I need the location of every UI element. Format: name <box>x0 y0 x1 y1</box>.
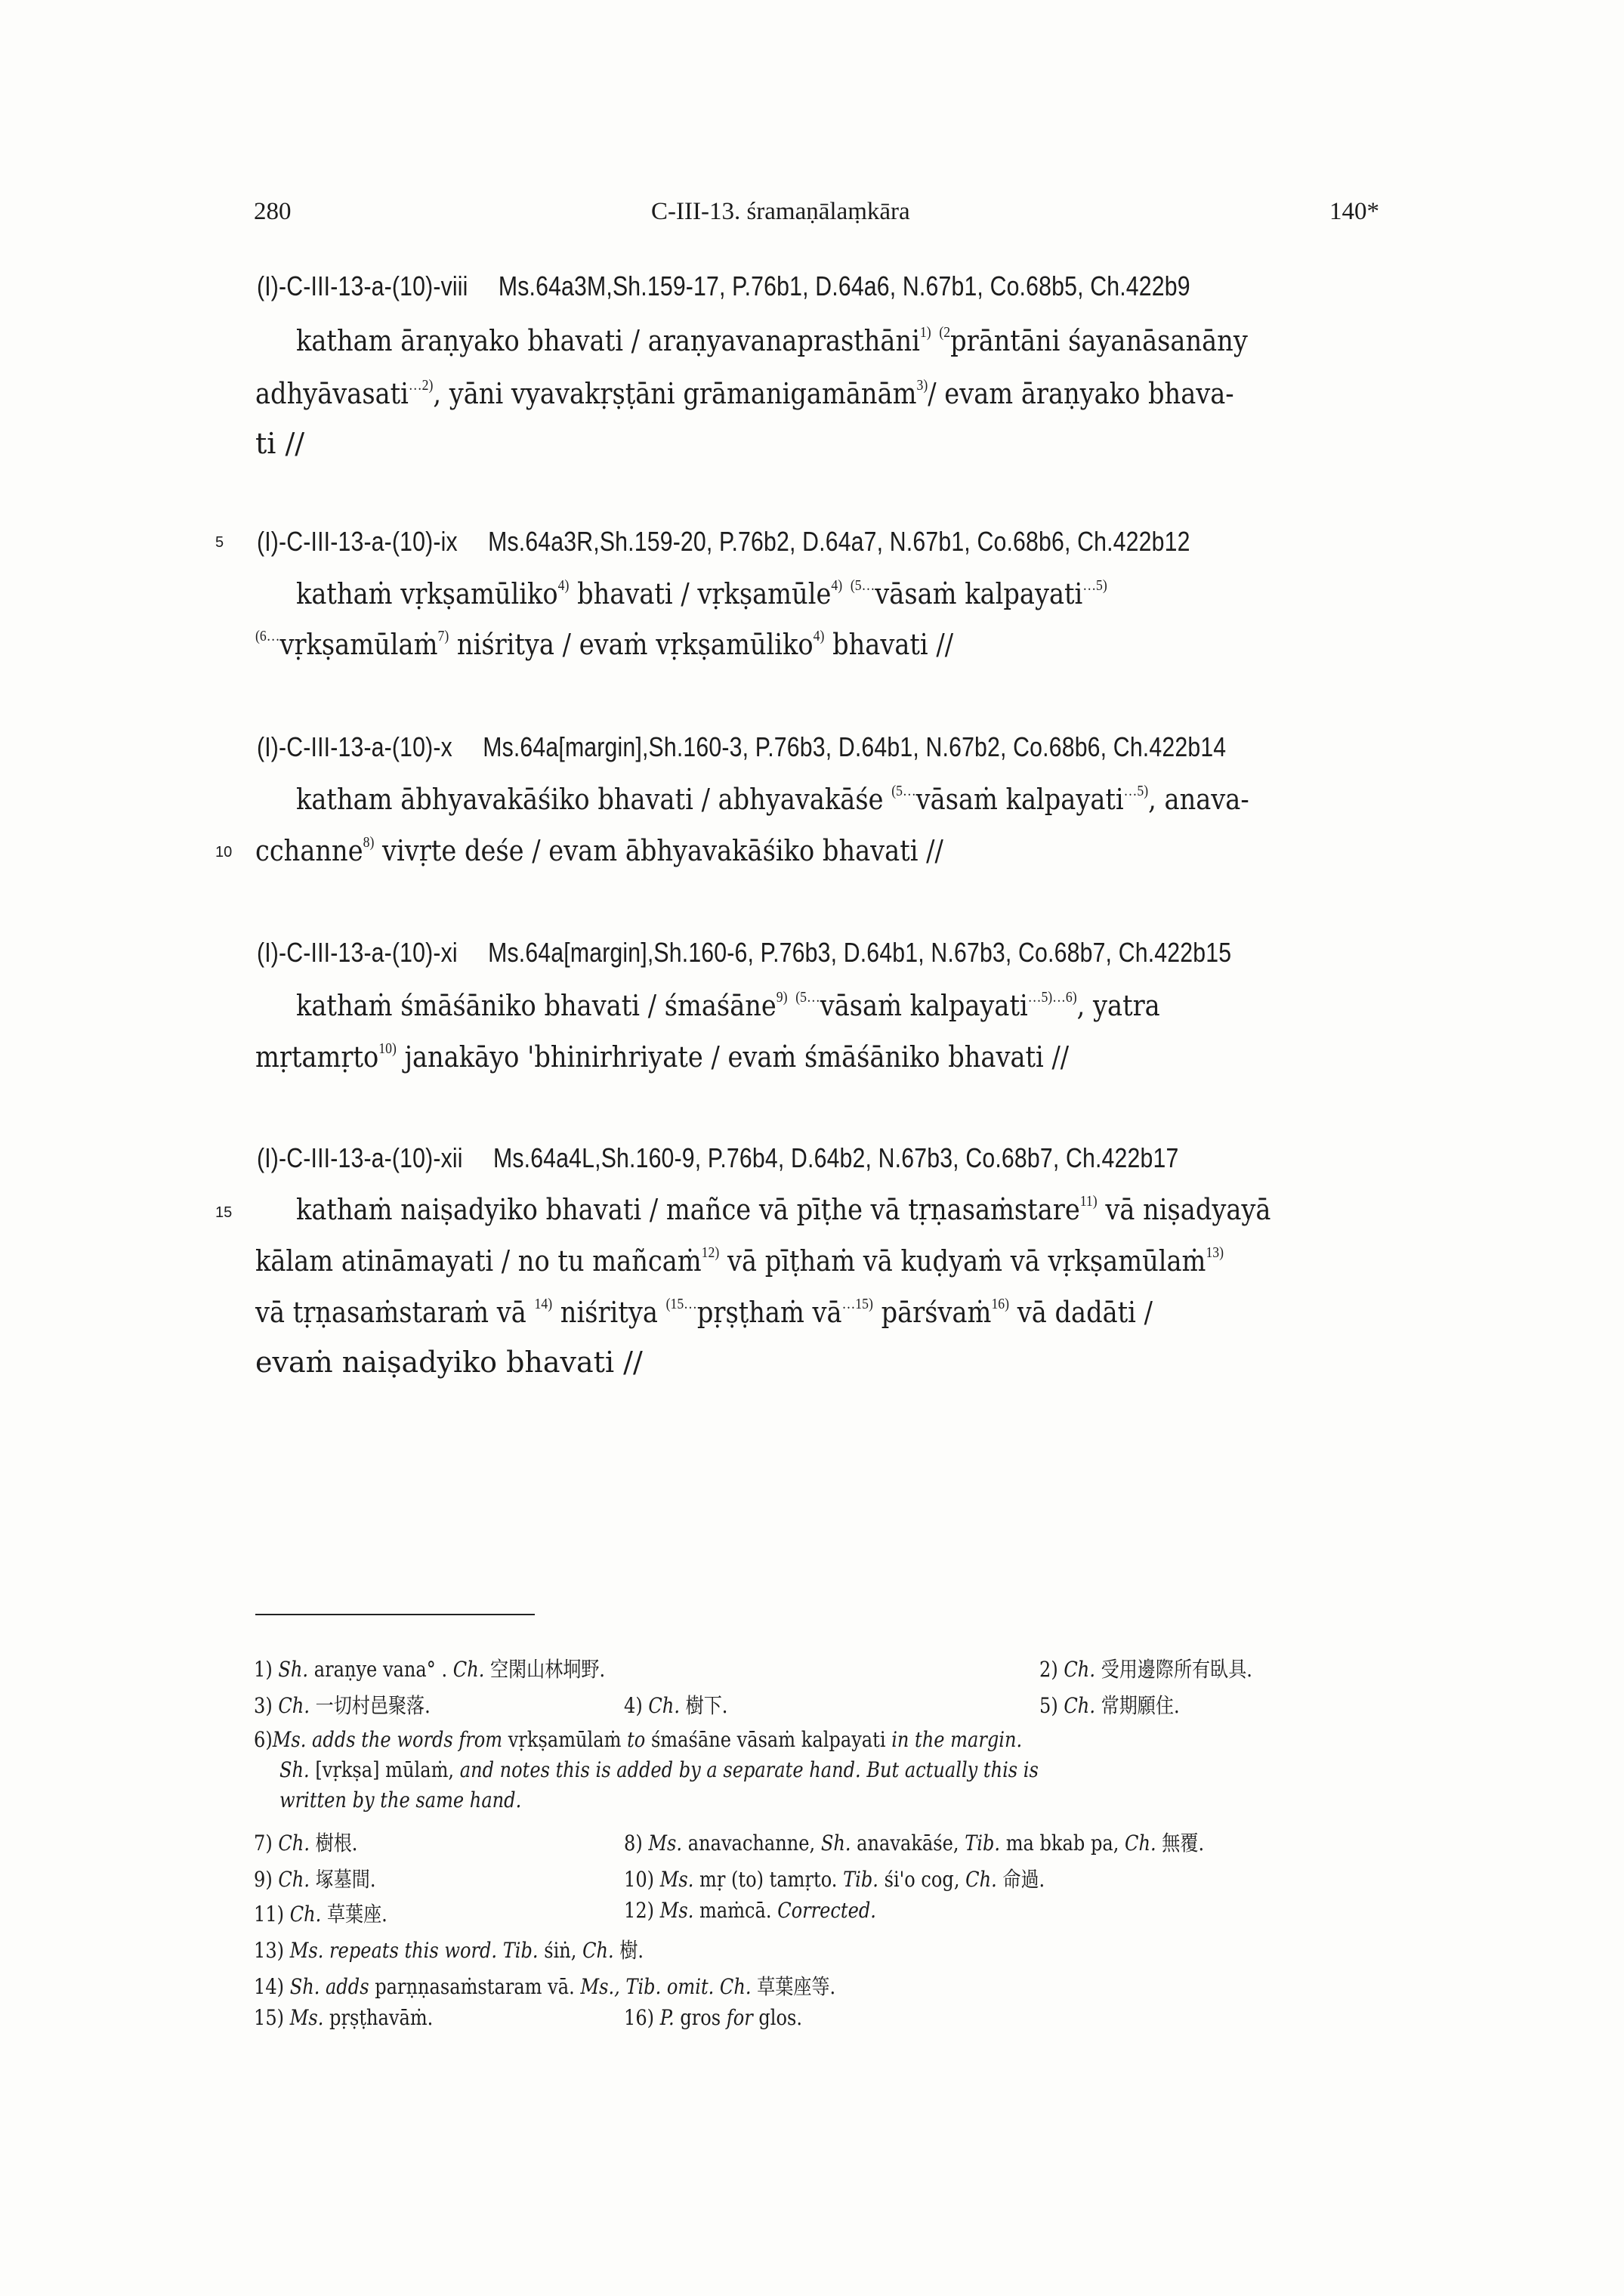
section-sigla: Ms.64a[margin],Sh.160-3, P.76b3, D.64b1, N.67b2, Co.68b6, Ch.422b14 <box>483 731 1227 762</box>
text-line: vā tṛṇasaṁstaraṁ vā $^{14)}$ niśritya $^{(15\dots}$pṛṣṭhaṁ $vā^{\dots 15)}$ pārśvaṁ$^{16)}$ vā dadāti / <box>255 1296 1153 1329</box>
footnote: 7) Ch. 樹根. <box>254 1831 358 1856</box>
footnote-ref: 16) <box>991 1296 1010 1312</box>
footnote: 4) Ch. 樹下. <box>624 1693 728 1718</box>
section-heading <box>257 731 1226 763</box>
footnote-continuation: Sh. [vṛkṣa] mūlaṁ, and notes this is added by a separate hand. But actually this is <box>279 1757 1039 1782</box>
text-line: evaṁ naiṣadyiko bhavati // <box>255 1346 643 1379</box>
footnote-ref: (5… <box>850 577 875 594</box>
footnote: 5) Ch. 常期願住. <box>1039 1693 1180 1718</box>
footnote-ref: 8) <box>363 834 375 851</box>
footnote-ref: 11) <box>1079 1193 1098 1210</box>
footnote: 16) P. gros for glos. <box>624 2005 802 2030</box>
footnote: 6)Ms. adds the words from vṛkṣamūlaṁ to śmaśāne vāsaṁ kalpayati in the margin. <box>254 1727 1023 1752</box>
text-line: mṛtamṛto$^{10)}$ janakāyo 'bhinirhriyate / evaṁ śmāśāniko bhavati // <box>255 1040 1070 1074</box>
line-number: 15 <box>215 1204 233 1221</box>
footnote-ref: …5) <box>1123 783 1149 799</box>
section-sigla: Ms.64a[margin],Sh.160-6, P.76b3, D.64b1, N.67b3, Co.68b7, Ch.422b15 <box>488 937 1232 968</box>
footnote-ref: …2) <box>408 377 434 394</box>
footnote-ref: 7) <box>437 628 449 644</box>
text-line: ti // <box>255 427 305 460</box>
footnote: 13) Ms. repeats this word. Tib. śiṅ, Ch. 樹. <box>254 1938 644 1963</box>
footnote-ref: 10) <box>378 1040 397 1057</box>
footnote-ref: …15) <box>841 1296 873 1312</box>
text-line: katham ābhyavakāśiko bhavati / abhyavakāśe $^{(5\dots}$vāsaṁ kalpayati$^{\dots 5)}$, anava- <box>296 783 1249 816</box>
text-line: kathaṁ naiṣadyiko bhavati / mañce vā pīṭhe vā tṛṇasaṁstare$^{11)}$ vā niṣadyayā <box>296 1193 1271 1226</box>
section-sigla: Ms.64a3M,Sh.159-17, P.76b1, D.64a6, N.67b1, Co.68b5, Ch.422b9 <box>498 270 1190 301</box>
text-line: kathaṁ śmāśāniko bhavati / śmaśāne$^{9)}$ $^{(5\dots}$vāsaṁ kalpayati$^{\dots 5)\dots 6)}$, yatra <box>296 989 1160 1022</box>
text-line: cchanne$^{8)}$ vivṛte deśe / evam ābhyavakāśiko bhavati // <box>255 834 943 867</box>
section-heading <box>257 1142 1178 1174</box>
section-heading <box>257 526 1190 558</box>
footnote-ref: (2 <box>939 324 951 341</box>
footnote-ref: (5… <box>891 783 916 799</box>
footnote-ref: 4) <box>831 577 843 594</box>
section-sigla: Ms.64a3R,Sh.159-20, P.76b2, D.64a7, N.67b1, Co.68b6, Ch.422b12 <box>488 526 1190 557</box>
section-id: (I)-C-III-13-a-(10)-ix <box>257 526 458 557</box>
footnote: 2) Ch. 受用邊際所有臥具. <box>1039 1657 1252 1682</box>
folio-number: 140* <box>1329 198 1379 225</box>
footnote: 15) Ms. pṛṣṭhavāṁ. <box>254 2005 434 2030</box>
footnote: 9) Ch. 塚墓間. <box>254 1867 376 1892</box>
section-id: (I)-C-III-13-a-(10)-xii <box>257 1142 463 1173</box>
footnote-ref: 13) <box>1206 1244 1224 1261</box>
footnote-ref: (5… <box>795 989 820 1006</box>
section-heading <box>257 937 1231 969</box>
page-number: 280 <box>254 198 292 225</box>
footnote-ref: 1) <box>919 324 931 341</box>
text-line: kathaṁ vṛkṣamūliko$^{4)}$ bhavati / vṛkṣamūle$^{4)}$ $^{(5\dots}$vāsaṁ kalpayati$^{\dots 5)}$ <box>296 577 1107 610</box>
line-number: 10 <box>215 844 233 861</box>
footnote: 8) Ms. anavachanne, Sh. anavakāśe, Tib. ma bkab pa, Ch. 無覆. <box>624 1831 1205 1856</box>
text-line: katham āraṇyako bhavati / araṇyavanaprasthāni$^{1)}$ $^{(2}$prāntāni śayanāsanāny <box>296 324 1248 357</box>
footnote-ref: 4) <box>557 577 570 594</box>
footnote-ref: 12) <box>701 1244 720 1261</box>
footnote-continuation: written by the same hand. <box>279 1788 522 1812</box>
footnote-ref: …5) <box>1082 577 1107 594</box>
footnote-ref: (6… <box>255 628 280 644</box>
footnote: 14) Sh. adds parṇṇasaṁstaram vā. Ms., Tib. omit. Ch. 草葉座等. <box>254 1974 836 1999</box>
text-line: kālam atināmayati / no tu mañcaṁ$^{12)}$ vā pīṭhaṁ vā kuḍyaṁ vā vṛkṣamūlaṁ$^{13)}$ <box>255 1244 1224 1278</box>
footnote: 1) Sh. araṇye vana° . Ch. 空閑山林坰野. <box>254 1657 606 1682</box>
footnote-ref: (15… <box>665 1296 697 1312</box>
line-number: 5 <box>215 534 224 551</box>
text-line: $^{(6\dots}$vṛkṣamūlaṁ$^{7)}$ niśritya / evaṁ vṛkṣamūliko$^{4)}$ bhavati // <box>255 628 954 661</box>
footnote-ref: 4) <box>813 628 825 644</box>
footnote-ref: 14) <box>534 1296 553 1312</box>
footnote-ref: …5)…6) <box>1027 989 1077 1006</box>
section-id: (I)-C-III-13-a-(10)-xi <box>257 937 458 968</box>
footnote: 11) Ch. 草葉座. <box>254 1902 387 1927</box>
footnote-rule <box>255 1614 535 1615</box>
footnote: 12) Ms. maṁcā. Corrected. <box>624 1898 876 1923</box>
footnote-ref: 9) <box>776 989 788 1006</box>
section-id: (I)-C-III-13-a-(10)-viii <box>257 270 468 301</box>
running-title: C-III-13. śramaṇālaṃkāra <box>651 198 910 225</box>
text-line: adhyāvasati$^{\dots 2)}$, yāni vyavakṛṣṭāni grāmanigamānām$^{3)}$/ evam āraṇyako bhava- <box>255 377 1234 410</box>
section-heading <box>257 270 1190 302</box>
footnote: 3) Ch. 一切村邑聚落. <box>254 1693 431 1718</box>
footnote: 10) Ms. mṛ (to) tamṛto. Tib. śi'o cog, Ch. 命過. <box>624 1867 1045 1892</box>
section-sigla: Ms.64a4L,Sh.160-9, P.76b4, D.64b2, N.67b3, Co.68b7, Ch.422b17 <box>492 1142 1179 1173</box>
section-id: (I)-C-III-13-a-(10)-x <box>257 731 452 762</box>
footnote-ref: 3) <box>916 377 928 394</box>
